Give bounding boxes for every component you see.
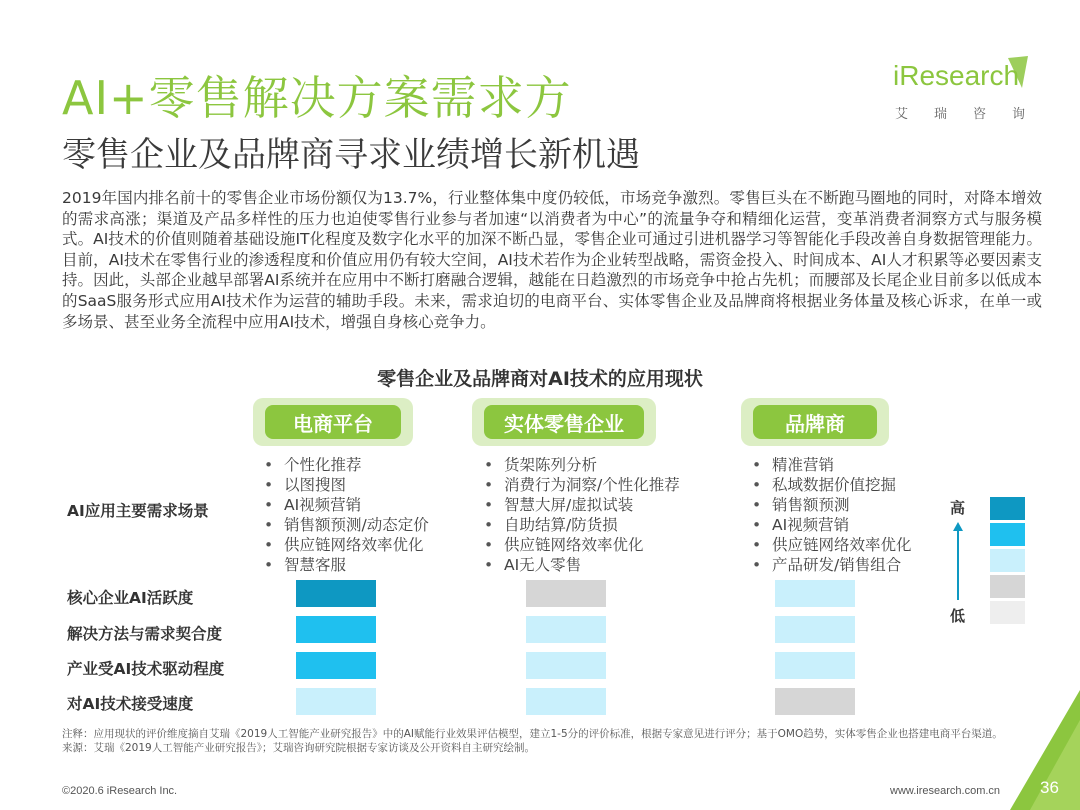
category-label: 品牌商: [753, 405, 877, 439]
list-item: • AI视频营销: [264, 495, 429, 515]
rating-cell: [526, 688, 606, 715]
list-item: • AI无人零售: [484, 555, 680, 575]
list-item: • 个性化推荐: [264, 455, 429, 475]
legend-swatch: [990, 497, 1025, 520]
row-label-driven: 产业受AI技术驱动程度: [67, 660, 225, 678]
list-item: • AI视频营销: [752, 515, 912, 535]
rating-cell: [296, 580, 376, 607]
row-label-acceptance: 对AI技术接受速度: [67, 695, 194, 713]
category-ecommerce: [253, 398, 413, 446]
category-label: 电商平台: [265, 405, 401, 439]
page-title: AI+零售解决方案需求方: [62, 71, 572, 125]
website-url: www.iresearch.com.cn: [890, 785, 1001, 797]
rating-cell: [526, 652, 606, 679]
scenario-row-label: AI应用主要需求场景: [67, 502, 209, 520]
legend-swatch: [990, 575, 1025, 598]
arrow-up-icon: [950, 522, 966, 602]
rating-cell: [775, 652, 855, 679]
footnote-source: 来源：艾瑞《2019人工智能产业研究报告》；艾瑞咨询研究院根据专家访谈及公开资料自主研究绘制。: [62, 742, 535, 754]
body-paragraph: 2019年国内排名前十的零售企业市场份额仅为13.7%，行业整体集中度仍较低，市场竞争激烈。零售巨头在不断跑马圈地的同时，对降本增效的需求高涨；渠道及产品多样性的压力也迫使零售行业参与者加速“以消费者为中心”的流量争夺和精细化运营，变革消费者洞察方式与服务模式。AI技术的价值则随着基础设施IT化程度及数字化水平的加深不断凸显，零售企业可通过引进机器学习等智能化手段改善自身数据管理能力。目前，AI技术在零售行业的渗透程度和价值应用仍有较大空间，AI技术若作为企业转型战略，需资金投入、时间成本、AI人才积累等必要因素支持。因此，头部企业越早部署AI系统并在应用中不断打磨融合逻辑，越能在日趋激烈的市场竞争中抢占先机；而腰部及长尾企业目前多以低成本的SaaS服务形式应用AI技术作为运营的辅助手段。未来，需求迫切的电商平台、实体零售企业及品牌商将根据业务体量及核心诉求，在单一或多场景、甚至业务全流程中应用AI技术，增强自身核心竞争力。: [62, 189, 1042, 331]
logo-subtext: 艾瑞咨询: [895, 107, 1052, 122]
logo-text: iResearch: [893, 60, 1020, 91]
rating-cell: [775, 688, 855, 715]
list-item: • 供应链网络效率优化: [752, 535, 912, 555]
legend-high-label: 高: [950, 499, 966, 517]
legend-swatch: [990, 549, 1025, 572]
list-item: • 供应链网络效率优化: [264, 535, 429, 555]
category-label: 实体零售企业: [484, 405, 644, 439]
list-item: • 消费行为洞察/个性化推荐: [484, 475, 680, 495]
list-item: • 销售额预测/动态定价: [264, 515, 429, 535]
category-brand: [741, 398, 889, 446]
legend-low-label: 低: [950, 607, 966, 625]
legend-swatch: [990, 601, 1025, 624]
rating-cell: [296, 688, 376, 715]
table-title: 零售企业及品牌商对AI技术的应用现状: [377, 368, 703, 390]
list-item: • 销售额预测: [752, 495, 912, 515]
list-item: • 以图搜图: [264, 475, 429, 495]
scenario-list-physical-retail: [484, 455, 680, 575]
footnote-note: 注释：应用现状的评价维度摘自艾瑞《2019人工智能产业研究报告》中的AI赋能行业效果评估模型，建立1-5分的评价标准，根据专家意见进行评分；基于OMO趋势，实体零售企业也搭建电商平台渠道。: [62, 728, 1003, 740]
rating-cell: [526, 616, 606, 643]
list-item: • 货架陈列分析: [484, 455, 680, 475]
footnote: [62, 727, 1022, 755]
scenario-list-ecommerce: [264, 455, 429, 575]
page-number: 36: [1040, 778, 1059, 797]
row-label-fit: 解决方法与需求契合度: [67, 625, 223, 643]
legend-swatch: [990, 523, 1025, 546]
scenario-list-brand: [752, 455, 912, 575]
copyright: ©2020.6 iResearch Inc.: [62, 785, 178, 797]
list-item: • 智慧大屏/虚拟试装: [484, 495, 680, 515]
list-item: • 私域数据价值挖掘: [752, 475, 912, 495]
rating-cell: [775, 580, 855, 607]
list-item: • 自助结算/防货损: [484, 515, 680, 535]
list-item: • 精准营销: [752, 455, 912, 475]
row-label-active: 核心企业AI活跃度: [67, 589, 194, 607]
page-subtitle: 零售企业及品牌商寻求业绩增长新机遇: [62, 135, 640, 175]
category-physical-retail: [472, 398, 656, 446]
rating-cell: [775, 616, 855, 643]
rating-cell: [296, 652, 376, 679]
list-item: • 供应链网络效率优化: [484, 535, 680, 555]
rating-cell: [526, 580, 606, 607]
rating-cell: [296, 616, 376, 643]
list-item: • 产品研发/销售组合: [752, 555, 912, 575]
list-item: • 智慧客服: [264, 555, 429, 575]
